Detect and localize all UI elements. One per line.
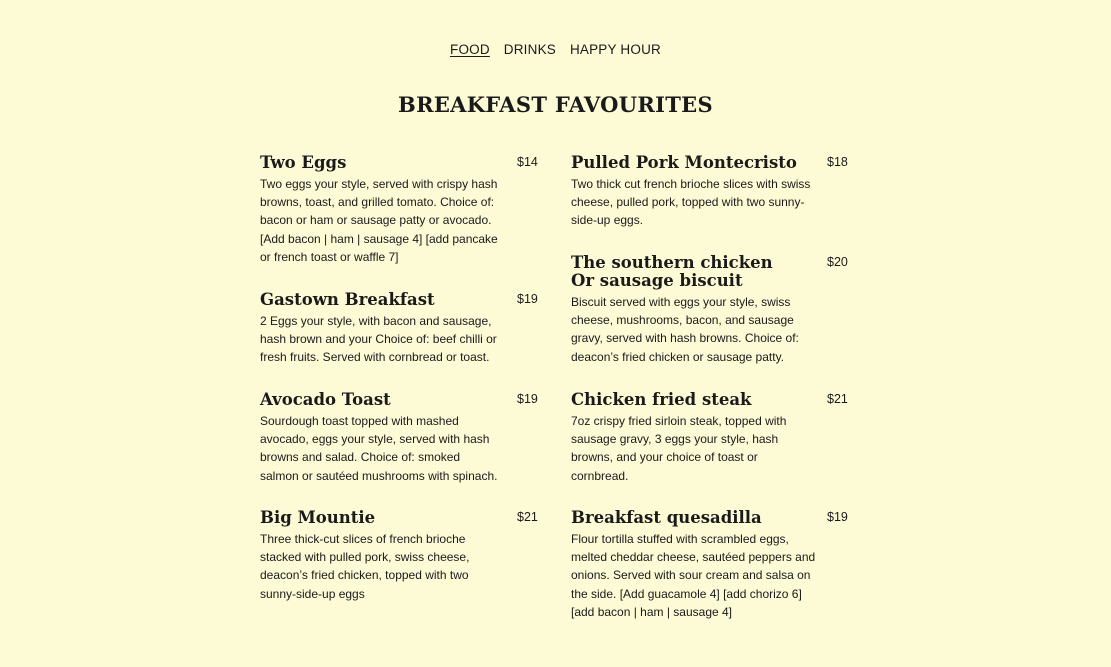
menu-category-nav bbox=[0, 42, 1111, 57]
menu-item-price: $14 bbox=[517, 155, 538, 169]
menu-item-name: Chicken fried steak bbox=[571, 390, 752, 409]
menu-item-description: Three thick-cut slices of french brioche stacked with pulled pork, swiss cheese, deacon’s fried chicken, topped with two sunny-side-up eggs bbox=[260, 532, 470, 601]
menu-item-name: Big Mountie bbox=[260, 508, 376, 527]
nav-link-food[interactable]: FOOD bbox=[450, 42, 490, 57]
menu-item-description: 7oz crispy fried sirloin steak, topped with sausage gravy, 3 eggs your style, hash browns, and your choice of toast or cornbread. bbox=[571, 414, 787, 483]
menu-item-description: Flour tortilla stuffed with scrambled eggs, melted cheddar cheese, sautéed peppers and onions. Served with sour cream and salsa on the side. [Add guacamole 4] [add chorizo 6] [add bacon | ham | sausage 4] bbox=[571, 532, 816, 619]
menu-item bbox=[571, 390, 848, 485]
menu-item-description: Two eggs your style, served with crispy hash browns, toast, and grilled tomato. Choice of: bacon or ham or sausage patty or avocado. [Add bacon | ham | sausage 4] [add pancake or french toast or waffle 7] bbox=[260, 177, 498, 264]
menu-item-name: Pulled Pork Montecristo bbox=[571, 153, 797, 172]
menu-item-name: Avocado Toast bbox=[260, 390, 391, 409]
menu-item bbox=[260, 508, 538, 603]
menu-item-description: 2 Eggs your style, with bacon and sausage, hash brown and your Choice of: beef chilli or fresh fruits. Served with cornbread or toast. bbox=[260, 314, 497, 365]
menu-item-price: $21 bbox=[827, 392, 848, 406]
menu-item-price: $18 bbox=[827, 155, 848, 169]
menu-item-price: $19 bbox=[517, 292, 538, 306]
menu-item bbox=[571, 508, 848, 621]
menu-item-name: The southern chicken Or sausage biscuit bbox=[571, 253, 773, 290]
menu-item bbox=[571, 153, 848, 230]
menu-item-price: $21 bbox=[517, 510, 538, 524]
menu-item bbox=[260, 390, 538, 485]
menu-item-name: Two Eggs bbox=[260, 153, 347, 172]
menu-item-name: Gastown Breakfast bbox=[260, 290, 435, 309]
nav-link-happy-hour[interactable]: HAPPY HOUR bbox=[569, 42, 661, 57]
menu-item-description: Two thick cut french brioche slices with swiss cheese, pulled pork, topped with two sunny-side-up eggs. bbox=[571, 177, 811, 228]
menu-item-price: $19 bbox=[827, 510, 848, 524]
menu-item-description: Biscuit served with eggs your style, swiss cheese, mushrooms, bacon, and sausage gravy, served with hash browns. Choice of: deacon’s fried chicken or sausage patty. bbox=[571, 295, 799, 364]
menu-item-description: Sourdough toast topped with mashed avocado, eggs your style, served with hash browns and salad. Choice of: smoked salmon or sautéed mushrooms with spinach. bbox=[260, 414, 498, 483]
menu-item-name: Breakfast quesadilla bbox=[571, 508, 762, 527]
section-title: BREAKFAST FAVOURITES bbox=[398, 92, 713, 117]
nav-link-drinks[interactable]: DRINKS bbox=[503, 42, 556, 57]
menu-item bbox=[260, 153, 538, 266]
menu-item bbox=[571, 253, 848, 366]
menu-item bbox=[260, 290, 538, 367]
menu-item-price: $19 bbox=[517, 392, 538, 406]
menu-item-price: $20 bbox=[827, 255, 848, 269]
